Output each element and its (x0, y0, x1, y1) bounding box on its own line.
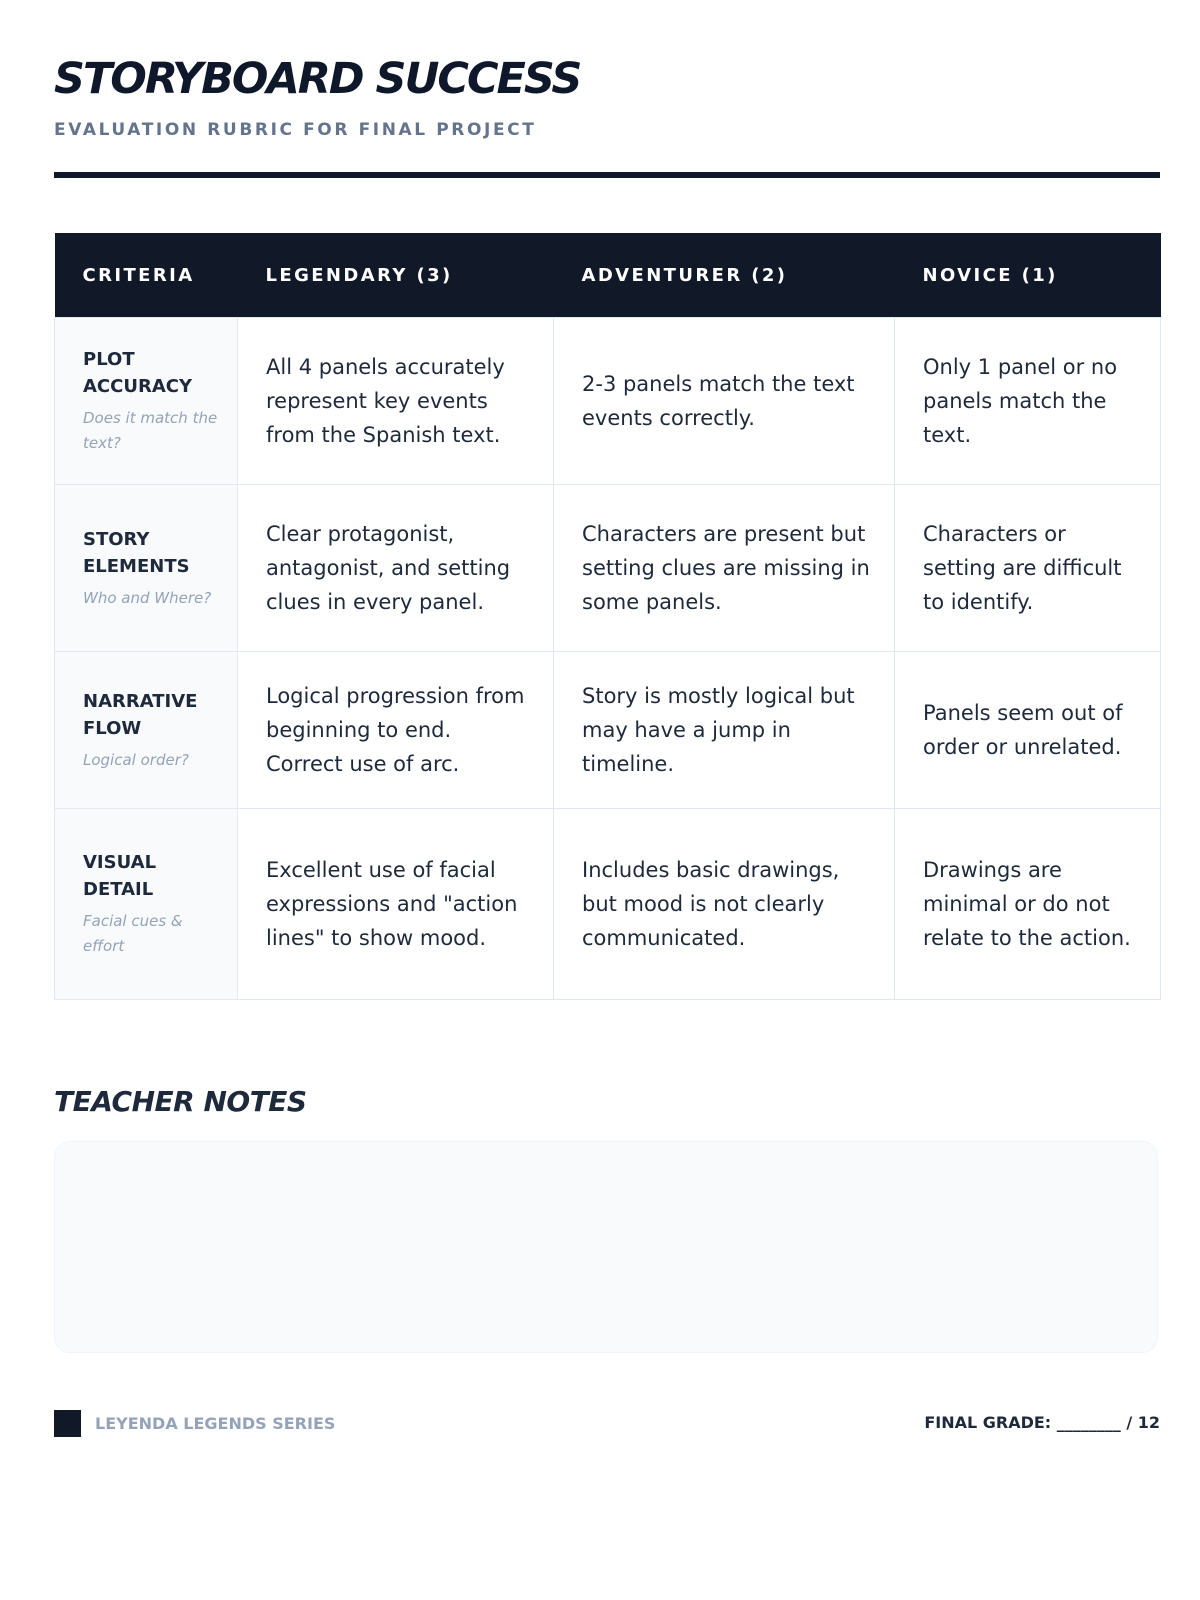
table-row (55, 485, 1161, 652)
criterion-hint: Who and Where? (83, 588, 212, 607)
criterion-cell (55, 809, 238, 1000)
novice-cell: Panels seem out of order or unrelated. (895, 652, 1161, 809)
novice-cell: Only 1 panel or no panels match the text. (895, 318, 1161, 485)
criterion-cell (55, 485, 238, 652)
novice-cell: Drawings are minimal or do not relate to the action. (895, 809, 1161, 1000)
adventurer-cell: 2-3 panels match the text events correctly. (554, 318, 895, 485)
criterion-hint: Does it match the text? (83, 409, 218, 452)
adventurer-cell: Story is mostly logical but may have a jump in timeline. (554, 652, 895, 809)
adventurer-cell: Includes basic drawings, but mood is not clearly communicated. (554, 809, 895, 1000)
page-subtitle: EVALUATION RUBRIC FOR FINAL PROJECT (54, 120, 537, 140)
page-title: STORYBOARD SUCCESS (54, 54, 581, 104)
column-header-criteria: CRITERIA (55, 233, 238, 318)
header-divider (54, 172, 1160, 178)
adventurer-cell: Characters are present but setting clues are missing in some panels. (554, 485, 895, 652)
rubric-header-row (55, 233, 1161, 318)
novice-cell: Characters or setting are difficult to identify. (895, 485, 1161, 652)
criterion-name: STORY ELEMENTS (83, 528, 190, 577)
rubric-table (54, 233, 1161, 1000)
final-grade-label: FINAL GRADE: ________ / 12 (924, 1413, 1160, 1432)
legendary-cell: All 4 panels accurately represent key events from the Spanish text. (238, 318, 554, 485)
legendary-cell: Logical progression from beginning to end. Correct use of arc. (238, 652, 554, 809)
legendary-cell: Excellent use of facial expressions and "action lines" to show mood. (238, 809, 554, 1000)
table-row (55, 652, 1161, 809)
column-header-novice: NOVICE (1) (895, 233, 1161, 318)
criterion-name: NARRATIVE FLOW (83, 690, 198, 739)
column-header-adventurer: ADVENTURER (2) (554, 233, 895, 318)
column-header-legendary: LEGENDARY (3) (238, 233, 554, 318)
criterion-hint: Logical order? (83, 750, 189, 769)
criterion-name: VISUAL DETAIL (83, 852, 157, 900)
legendary-cell: Clear protagonist, antagonist, and setting clues in every panel. (238, 485, 554, 652)
table-row (55, 318, 1161, 485)
series-label: LEYENDA LEGENDS SERIES (95, 1414, 336, 1433)
criterion-cell (55, 318, 238, 485)
criterion-hint: Facial cues & effort (83, 912, 183, 955)
series-marker-icon (54, 1410, 81, 1437)
criterion-cell (55, 652, 238, 809)
teacher-notes-heading: TEACHER NOTES (54, 1085, 307, 1118)
table-row (55, 809, 1161, 1000)
teacher-notes-box[interactable] (54, 1141, 1158, 1353)
criterion-name: PLOT ACCURACY (83, 349, 193, 397)
